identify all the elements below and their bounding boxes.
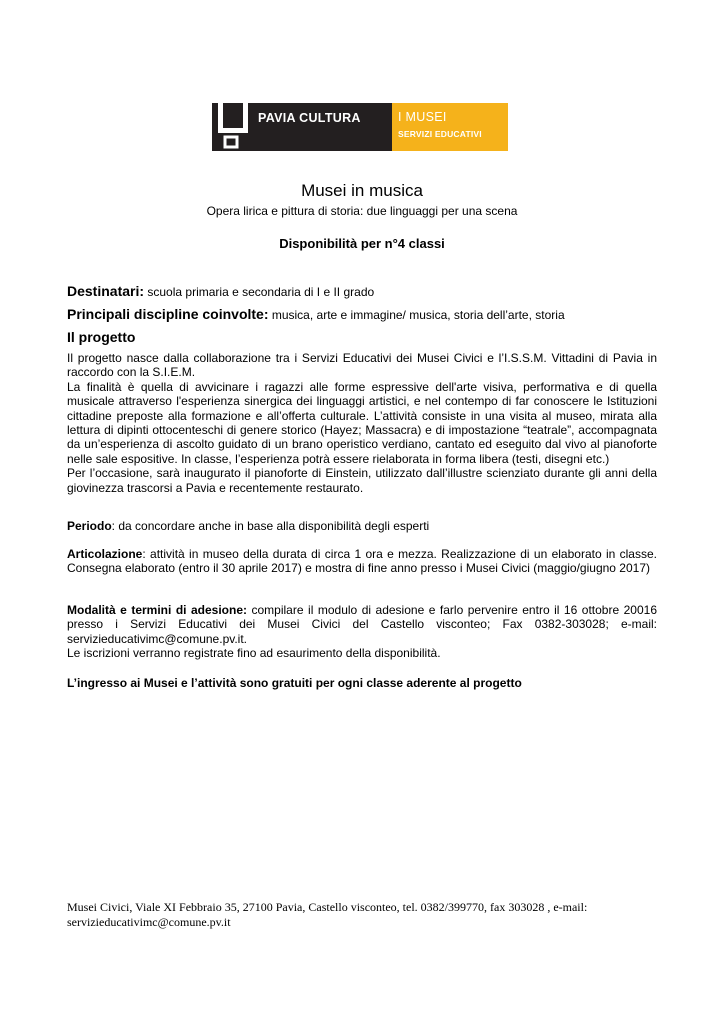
ingresso-paragraph	[67, 676, 657, 690]
logo-main-text: PAVIA CULTURA	[258, 111, 361, 125]
articolazione-value: : attività in museo della durata di circa 1 ora e mezza. Realizzazione di un elaborato in classe. Consegna elaborato (entro il 30 aprile 2017) e mostra di fine anno presso i Musei Civici (maggio/giugno 2017)	[67, 547, 657, 576]
pavia-cultura-logo	[212, 103, 508, 151]
progetto-body	[67, 351, 657, 495]
document-title: Musei in musica	[301, 181, 423, 200]
discipline-field	[67, 306, 565, 322]
discipline-value: musica, arte e immagine/ musica, storia dell’arte, storia	[271, 308, 565, 322]
destinatari-value: scuola primaria e secondaria di I e II grado	[147, 285, 375, 299]
modalita-note: Le iscrizioni verranno registrate fino ad esaurimento della disponibilità.	[67, 646, 441, 661]
articolazione-label: Articolazione	[67, 547, 143, 561]
progetto-heading: Il progetto	[67, 329, 136, 345]
logo-mark-icon	[214, 103, 250, 151]
availability-line: Disponibilità per n°4 classi	[279, 236, 445, 251]
periodo-label: Periodo	[67, 519, 112, 533]
periodo-value: : da concordare anche in base alla disponibilità degli esperti	[111, 519, 430, 533]
destinatari-field	[67, 283, 374, 299]
logo-yellow-panel	[392, 103, 508, 151]
progetto-para-3: Per l’occasione, sarà inaugurato il pianoforte di Einstein, utilizzato dall’illustre scienziato durante gli anni della giovinezza trascorsi a Pavia e recentemente restaurato.	[67, 466, 657, 495]
logo-servizi-text: SERVIZI EDUCATIVI	[398, 129, 482, 139]
page-footer	[67, 900, 657, 929]
document-subtitle: Opera lirica e pittura di storia: due linguaggi per una scena	[206, 204, 518, 218]
modalita-paragraph	[67, 603, 657, 661]
ingresso-text: L’ingresso ai Musei e l’attività sono gratuiti per ogni classe aderente al progetto	[67, 676, 522, 690]
destinatari-label: Destinatari:	[67, 283, 145, 299]
modalita-value: compilare il modulo di adesione e farlo pervenire entro il 16 ottobre 20016 presso i Servizi Educativi dei Musei Civici del Castello visconteo; Fax 0382-303028; e-mail: servizieducativimc@comune.pv.it.	[67, 603, 657, 646]
progetto-para-1: Il progetto nasce dalla collaborazione tra i Servizi Educativi dei Musei Civici e l’I.S.S.M. Vittadini di Pavia in raccordo con la S.I.E.M.	[67, 351, 657, 380]
periodo-paragraph	[67, 519, 657, 533]
footer-email: servizieducativimc@comune.pv.it	[67, 914, 231, 929]
articolazione-paragraph	[67, 547, 657, 576]
discipline-label: Principali discipline coinvolte:	[67, 306, 269, 322]
logo-black-panel	[212, 103, 392, 151]
modalita-label: Modalità e termini di adesione:	[67, 603, 248, 617]
logo-musei-text: I MUSEI	[398, 110, 447, 124]
progetto-para-2: La finalità è quella di avvicinare i ragazzi alle forme espressive dell'arte visiva, performativa e di quella musicale attraverso l'esperienza sinergica dei linguaggi artistici, e nel contempo di far conoscere le Istituzioni cittadine preposte alla formazione e all’offerta culturale. L’attività consiste in una visita al museo, mirata alla lettura di dipinti ottocenteschi di genere storico (Hayez; Massacra) e di impostazione “teatrale”, accompagnata da un’esperienza di ascolto guidato di un brano operistico verdiano, cantato ed eseguito dal vivo al pianoforte nelle sale espositive. In classe, l’esperienza potrà essere rielaborata in forma libera (testi, disegni etc.)	[67, 379, 657, 466]
footer-address: Musei Civici, Viale XI Febbraio 35, 27100 Pavia, Castello visconteo, tel. 0382/399770, fax 303028 , e-mail:	[67, 900, 588, 914]
